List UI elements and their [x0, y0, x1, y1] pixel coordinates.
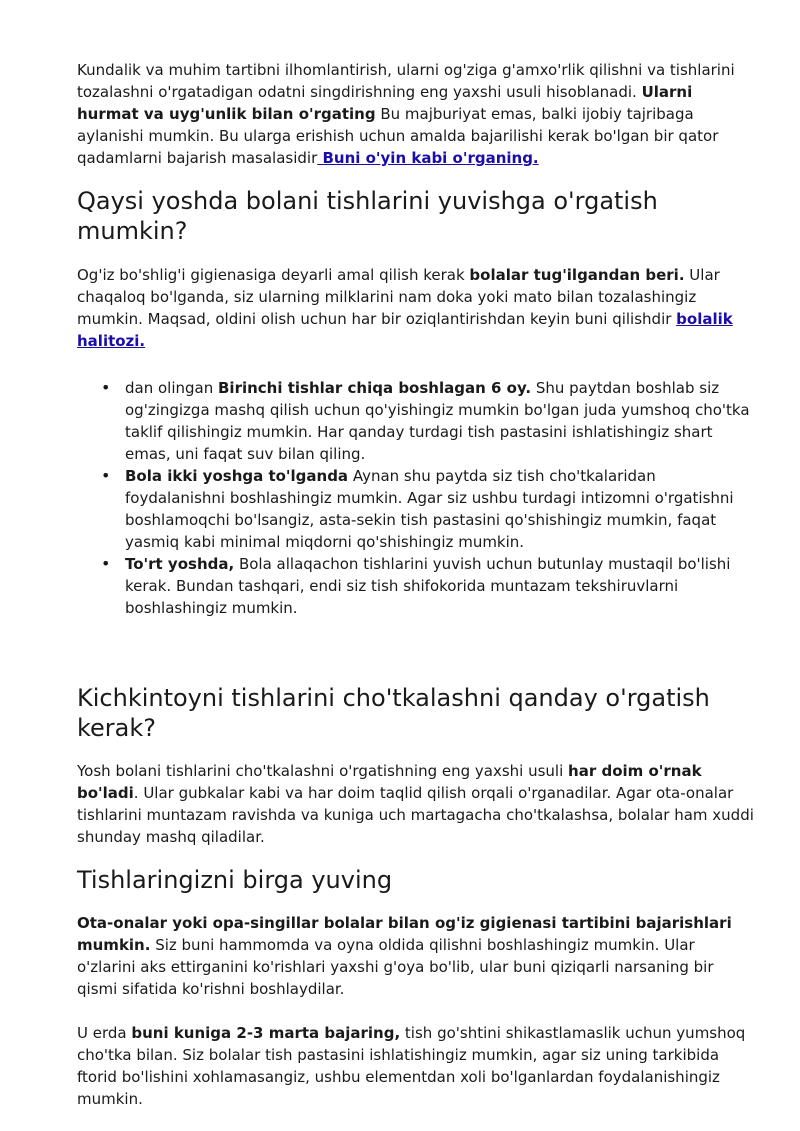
list-item-text-2: Shu paytdan boshlab siz og'zingizga mashq qilish uchun qo'yishingiz mumkin bo'lgan juda yumshoq cho'tka taklif qilishingiz mumkin. Har qanday turdagi tish pastasini ishlatishingiz shart emas, uni faqat suv bilan qiling.	[125, 379, 750, 463]
how-bold-1: har doim o'rnak bo'ladi	[77, 762, 702, 802]
intro-bold-1: Ularni hurmat va uyg'unlik bilan o'rgating	[77, 83, 693, 123]
halitosis-link[interactable]: bolalik halitozi.	[77, 310, 733, 350]
how-text-1: Yosh bolani tishlarini cho'tkalashni o'rgatishning eng yaxshi usuli	[77, 762, 569, 780]
list-item	[125, 553, 757, 619]
age-text-1: Og'iz bo'shlig'i gigienasiga deyarli amal qilish kerak	[77, 266, 470, 284]
together-text-1: Siz buni hammomda va oyna oldida qilishni boshlashingiz mumkin. Ular o'zlarini aks ettirganini ko'rishlari yaxshi g'oya bo'lib, ular buni qiziqarli narsaning bir qismi sifatida ko'rishni boshlaydilar.	[77, 936, 714, 998]
together-bold-2: buni kuniga 2-3 marta bajaring,	[131, 1024, 401, 1042]
age-paragraph	[77, 264, 757, 352]
learn-as-game-link[interactable]: Buni o'yin kabi o'rganing.	[317, 149, 539, 167]
list-item-text-1: dan olingan	[125, 379, 218, 397]
intro-paragraph	[77, 59, 757, 169]
together-bold-1: Ota-onalar yoki opa-singillar bolalar bilan og'iz gigienasi tartibini bajarishlari mumkin.	[77, 914, 732, 954]
section-heading-how: Kichkintoyni tishlarini cho'tkalashni qanday o'rgatish kerak?	[77, 684, 710, 742]
together-paragraph-1	[77, 912, 757, 1000]
age-list	[77, 377, 757, 619]
list-item-bold: Birinchi tishlar chiqa boshlagan 6 oy.	[218, 379, 532, 397]
list-item-bold: To'rt yoshda,	[125, 555, 235, 573]
intro-text-1: Kundalik va muhim tartibni ilhomlantirish, ularni og'ziga g'amxo'rlik qilishni va tishlarini tozalashni o'rgatadigan odatni singdirishning eng yaxshi usuli hisoblanadi.	[77, 61, 735, 101]
how-paragraph	[77, 760, 757, 848]
together-text-2b: tish go'shtini shikastlamaslik uchun yumshoq cho'tka bilan. Siz bolalar tish pastasini ishlatishingiz mumkin, agar siz uning tarkibida ftorid bo'lishini xohlamasangiz, ushbu elementdan xoli bo'lganlardan foydalanishingiz mumkin.	[77, 1024, 746, 1108]
list-item-text-2: Bola allaqachon tishlarini yuvish uchun butunlay mustaqil bo'lishi kerak. Bundan tashqari, endi siz tish shifokorida muntazam tekshiruvlarni boshlashingiz mumkin.	[125, 555, 731, 617]
section-heading-together: Tishlaringizni birga yuving	[77, 866, 393, 894]
how-text-2: . Ular gubkalar kabi va har doim taqlid qilish orqali o'rganadilar. Agar ota-onalar tishlarini muntazam ravishda va kuniga uch martagacha cho'tkalashsa, bolalar ham xuddi shunday mashq qiladilar.	[77, 784, 754, 846]
list-item-bold: Bola ikki yoshga to'lganda	[125, 467, 349, 485]
list-item	[125, 465, 757, 553]
list-item-text-2: Aynan shu paytda siz tish cho'tkalaridan foydalanishni boshlashingiz mumkin. Agar siz ushbu turdagi intizomni o'rgatishni boshlamoqchi bo'lsangiz, asta-sekin tish pastasini qo'shishingiz mumkin, faqat yasmiq kabi minimal miqdorni qo'shishingiz mumkin.	[125, 467, 734, 551]
age-text-2: Ular chaqaloq bo'lganda, siz ularning milklarini nam doka yoki mato bilan tozalashingiz mumkin. Maqsad, oldini olish uchun har bir oziqlantirishdan keyin buni qilishdir	[77, 266, 720, 328]
section-heading-age: Qaysi yoshda bolani tishlarini yuvishga o'rgatish mumkin?	[77, 187, 658, 245]
together-text-2a: U erda	[77, 1024, 132, 1042]
document-page	[77, 59, 757, 1110]
list-item	[125, 377, 757, 465]
age-bold-1: bolalar tug'ilgandan beri.	[469, 266, 685, 284]
intro-text-2: Bu majburiyat emas, balki ijobiy tajribaga aylanishi mumkin. Bu ularga erishish uchun amalda bajarilishi kerak bo'lgan bir qator qadamlarni bajarish masalasidir	[77, 105, 719, 167]
together-paragraph-2	[77, 1022, 757, 1110]
